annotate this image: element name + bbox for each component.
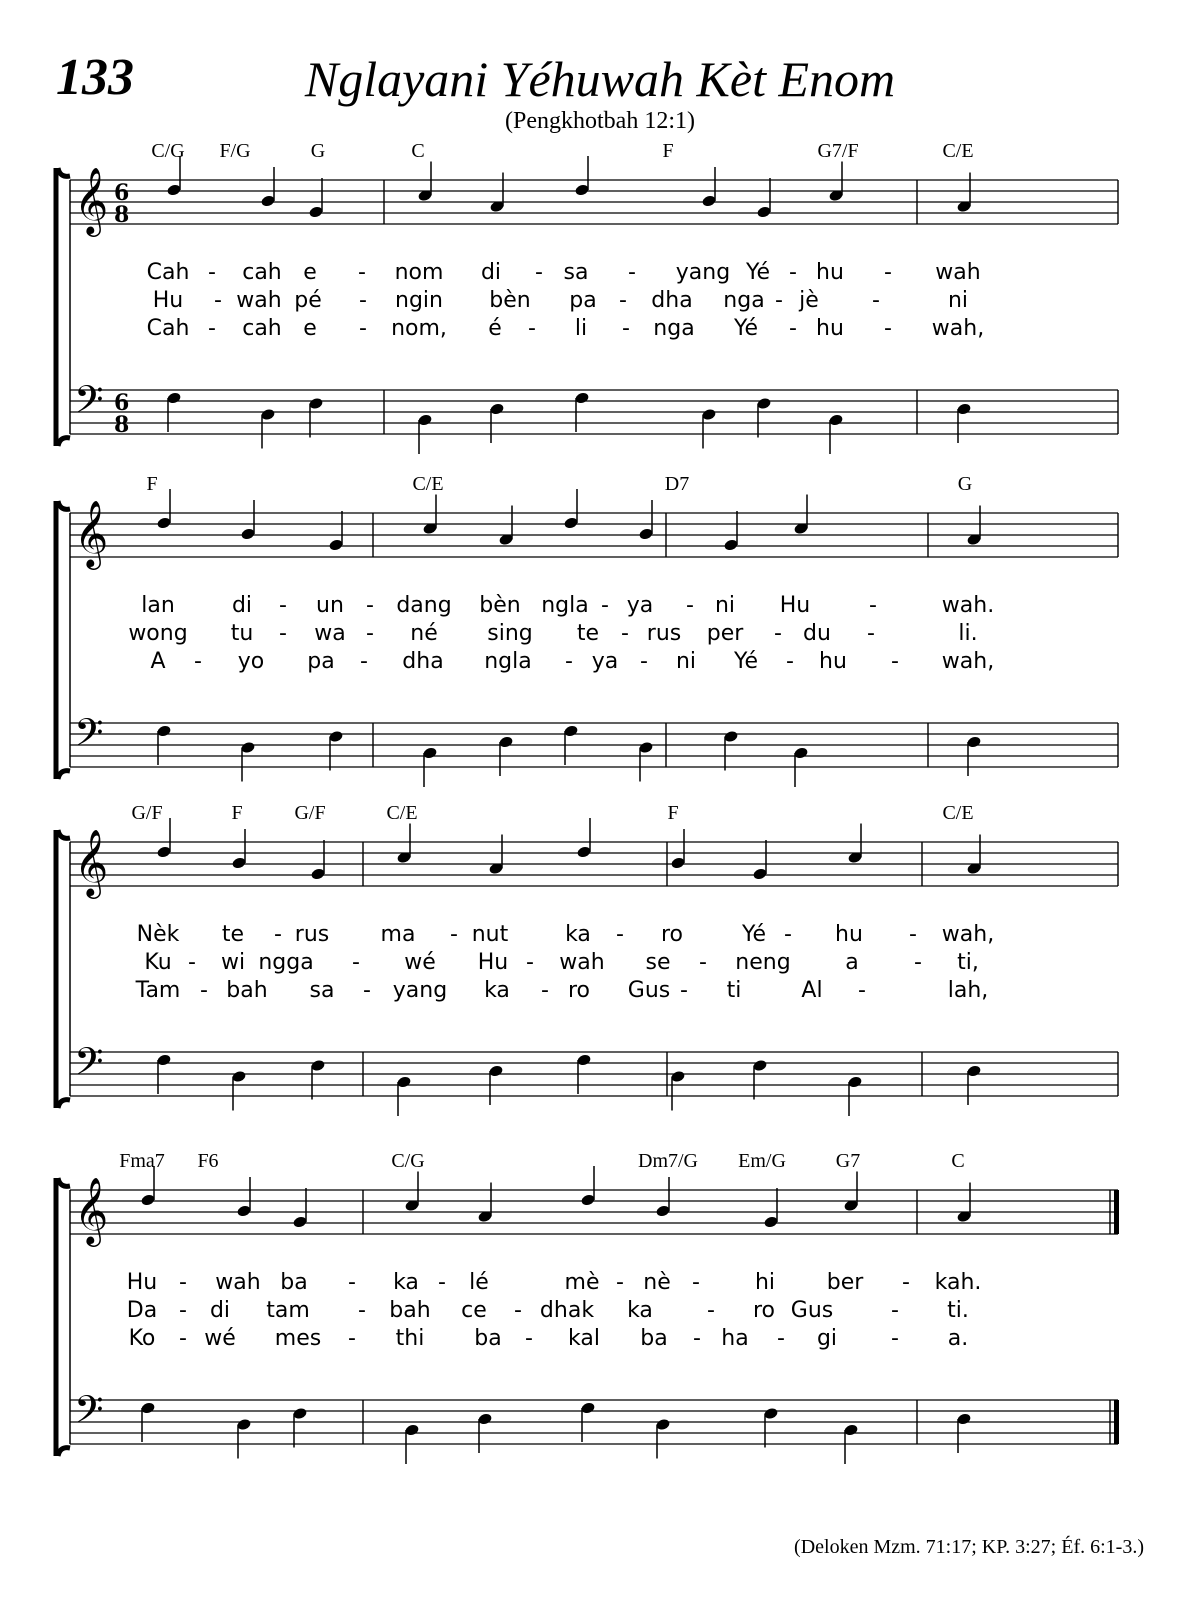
chord-symbol: C/G xyxy=(391,1150,425,1172)
bass-clef-icon: 𝄢 xyxy=(74,1387,104,1441)
lyric-hyphen: - xyxy=(914,950,922,975)
lyric-line-verse-3 xyxy=(0,316,1200,344)
lyric-syllable: ba xyxy=(280,1270,308,1295)
lyric-syllable: neng xyxy=(735,950,791,975)
lyric-syllable: cah xyxy=(242,316,282,341)
lyric-syllable: hu xyxy=(819,649,847,674)
lyric-hyphen: - xyxy=(352,950,360,975)
lyric-syllable: wong xyxy=(128,621,188,646)
lyric-hyphen: - xyxy=(891,1326,899,1351)
lyric-syllable: Hu xyxy=(779,593,811,618)
treble-staff xyxy=(70,513,1118,557)
lyric-hyphen: - xyxy=(884,260,892,285)
lyric-hyphen: - xyxy=(348,1326,356,1351)
lyric-hyphen: - xyxy=(526,950,534,975)
time-signature-bottom: 8 xyxy=(114,202,130,228)
lyric-syllable: lah, xyxy=(947,978,989,1003)
lyric-syllable: wah xyxy=(236,288,282,313)
lyric-syllable: dha xyxy=(402,649,444,674)
lyric-hyphen: - xyxy=(774,621,782,646)
lyric-hyphen: - xyxy=(348,1270,356,1295)
lyric-syllable: sa xyxy=(309,978,335,1003)
lyric-syllable: wi xyxy=(220,950,246,975)
lyric-syllable: bah xyxy=(226,978,268,1003)
lyric-syllable: pa xyxy=(307,649,335,674)
lyric-hyphen: - xyxy=(208,260,216,285)
bass-clef-icon: 𝄢 xyxy=(74,710,104,764)
lyric-syllable: wé xyxy=(404,950,436,975)
chord-symbol: F xyxy=(146,473,158,495)
chord-symbol: F/G xyxy=(219,140,251,162)
lyric-syllable: te xyxy=(576,621,600,646)
lyric-syllable: yang xyxy=(675,260,731,285)
music-system-1 xyxy=(0,140,1200,485)
treble-clef-icon: 𝄞 xyxy=(74,828,109,896)
lyrics xyxy=(0,260,1200,344)
lyric-syllable: nè xyxy=(643,1270,671,1295)
lyric-syllable: dang xyxy=(396,593,452,618)
lyric-syllable: ti, xyxy=(957,950,979,975)
music-system-2 xyxy=(0,473,1200,818)
lyric-syllable: nut xyxy=(471,922,509,947)
lyric-syllable: bah xyxy=(389,1298,431,1323)
lyric-syllable: sa xyxy=(563,260,589,285)
lyric-hyphen: - xyxy=(616,1270,624,1295)
lyric-hyphen: - xyxy=(789,316,797,341)
lyric-syllable: li xyxy=(574,316,588,341)
lyric-syllable: ngla xyxy=(484,649,532,674)
lyric-line-verse-2 xyxy=(0,621,1200,649)
lyric-hyphen: - xyxy=(528,316,536,341)
lyric-syllable: ni xyxy=(675,649,697,674)
chord-symbol: C/E xyxy=(386,802,418,824)
lyric-hyphen: - xyxy=(784,922,792,947)
lyric-syllable: kal xyxy=(568,1326,600,1351)
lyric-syllable: Tam xyxy=(135,978,181,1003)
lyric-syllable: Cah xyxy=(146,260,190,285)
lyric-syllable: Hu xyxy=(152,288,184,313)
hymn-number: 133 xyxy=(56,49,134,106)
treble-clef-icon: 𝄞 xyxy=(74,1176,109,1244)
chord-symbol: Em/G xyxy=(738,1150,786,1172)
lyric-hyphen: - xyxy=(450,922,458,947)
lyric-syllable: wah. xyxy=(941,593,995,618)
lyric-hyphen: - xyxy=(891,649,899,674)
lyric-hyphen: - xyxy=(363,978,371,1003)
lyrics xyxy=(0,1270,1200,1354)
lyric-hyphen: - xyxy=(680,978,688,1003)
lyric-syllable: ni xyxy=(947,288,969,313)
chord-symbol: C xyxy=(951,1150,965,1172)
lyric-syllable: rus xyxy=(646,621,682,646)
lyric-syllable: ngga xyxy=(258,950,314,975)
lyric-hyphen: - xyxy=(279,621,287,646)
chord-symbol: C/E xyxy=(412,473,444,495)
lyric-hyphen: - xyxy=(686,593,694,618)
lyric-hyphen: - xyxy=(359,288,367,313)
lyric-syllable: Al xyxy=(801,978,823,1003)
lyric-syllable: ba xyxy=(640,1326,668,1351)
lyric-hyphen: - xyxy=(358,260,366,285)
lyrics xyxy=(0,922,1200,1006)
lyric-hyphen: - xyxy=(188,950,196,975)
lyric-syllable: di xyxy=(209,1298,231,1323)
lyric-hyphen: - xyxy=(867,621,875,646)
lyric-syllable: ka xyxy=(393,1270,419,1295)
lyric-syllable: Ku xyxy=(144,950,172,975)
lyric-syllable: hi xyxy=(754,1270,776,1295)
lyric-hyphen: - xyxy=(616,922,624,947)
chord-symbol: C/E xyxy=(942,140,974,162)
lyric-hyphen: - xyxy=(858,978,866,1003)
lyric-line-verse-1 xyxy=(0,593,1200,621)
lyric-line-verse-2 xyxy=(0,950,1200,978)
lyric-hyphen: - xyxy=(565,649,573,674)
lyrics xyxy=(0,593,1200,677)
lyric-syllable: ro xyxy=(752,1298,776,1323)
lyric-syllable: e xyxy=(303,316,317,341)
lyric-hyphen: - xyxy=(869,593,877,618)
lyric-syllable: di xyxy=(480,260,502,285)
lyric-syllable: ni xyxy=(714,593,736,618)
lyric-syllable: Nèk xyxy=(136,922,180,947)
lyric-syllable: e xyxy=(303,260,317,285)
lyric-hyphen: - xyxy=(707,1298,715,1323)
lyric-syllable: nga xyxy=(653,316,695,341)
lyric-syllable: ya xyxy=(626,593,654,618)
final-barline-thick xyxy=(1114,1400,1119,1444)
chord-symbol: D7 xyxy=(664,473,690,495)
lyric-syllable: Ko xyxy=(128,1326,156,1351)
lyric-hyphen: - xyxy=(359,316,367,341)
footer-references: (Deloken Mzm. 71:17; KP. 3:27; Éf. 6:1-3.) xyxy=(794,1536,1144,1558)
lyric-syllable: A xyxy=(150,649,166,674)
lyric-syllable: tu xyxy=(230,621,254,646)
lyric-hyphen: - xyxy=(789,260,797,285)
lyric-syllable: Yé xyxy=(745,260,771,285)
lyric-hyphen: - xyxy=(208,316,216,341)
lyric-syllable: jè xyxy=(799,288,819,313)
lyric-hyphen: - xyxy=(628,260,636,285)
lyric-hyphen: - xyxy=(438,1270,446,1295)
lyric-syllable: ber xyxy=(826,1270,864,1295)
chord-symbol: G7/F xyxy=(817,140,859,162)
lyric-hyphen: - xyxy=(872,288,880,313)
lyric-hyphen: - xyxy=(366,621,374,646)
lyric-syllable: hu xyxy=(835,922,863,947)
lyric-syllable: Yé xyxy=(741,922,767,947)
lyric-syllable: a xyxy=(845,950,859,975)
lyric-hyphen: - xyxy=(279,593,287,618)
lyric-hyphen: - xyxy=(621,621,629,646)
lyric-syllable: ka xyxy=(565,922,591,947)
lyric-syllable: di xyxy=(231,593,253,618)
lyric-hyphen: - xyxy=(194,649,202,674)
bass-clef-icon: 𝄢 xyxy=(74,1039,104,1093)
scripture-reference: (Pengkhotbah 12:1) xyxy=(505,108,695,134)
lyric-syllable: wah xyxy=(935,260,981,285)
chord-symbol: G/F xyxy=(131,802,163,824)
chord-symbol: F6 xyxy=(197,1150,219,1172)
lyric-hyphen: - xyxy=(366,593,374,618)
lyric-syllable: dha xyxy=(651,288,693,313)
lyric-syllable: per xyxy=(706,621,744,646)
lyric-syllable: wah xyxy=(215,1270,261,1295)
lyric-line-verse-1 xyxy=(0,260,1200,288)
lyric-syllable: se xyxy=(645,950,671,975)
hymn-title: Nglayani Yéhuwah Kèt Enom xyxy=(304,51,896,107)
lyric-syllable: ro xyxy=(567,978,591,1003)
lyric-syllable: ti xyxy=(726,978,742,1003)
lyric-syllable: tam xyxy=(266,1298,310,1323)
lyric-syllable: wé xyxy=(204,1326,236,1351)
lyric-syllable: ngla xyxy=(541,593,589,618)
lyric-syllable: li. xyxy=(958,621,978,646)
chord-symbol: F xyxy=(231,802,243,824)
lyric-syllable: Hu xyxy=(126,1270,158,1295)
lyric-syllable: a. xyxy=(947,1326,969,1351)
lyric-line-verse-1 xyxy=(0,1270,1200,1298)
chord-symbol: G xyxy=(957,473,973,495)
lyric-syllable: yo xyxy=(237,649,265,674)
lyric-syllable: un xyxy=(316,593,344,618)
chord-symbol: Fma7 xyxy=(119,1150,165,1172)
lyric-hyphen: - xyxy=(358,1298,366,1323)
chord-symbol: C xyxy=(411,140,425,162)
treble-staff xyxy=(70,180,1118,224)
lyric-hyphen: - xyxy=(693,1326,701,1351)
lyric-hyphen: - xyxy=(535,260,543,285)
chord-symbol: G xyxy=(310,140,326,162)
lyric-syllable: lan xyxy=(141,593,175,618)
lyric-syllable: Gus xyxy=(790,1298,834,1323)
treble-clef-icon: 𝄞 xyxy=(74,166,109,234)
lyric-syllable: Hu xyxy=(477,950,509,975)
chord-symbol: C/E xyxy=(942,802,974,824)
chord-symbol: F xyxy=(667,802,679,824)
lyric-line-verse-3 xyxy=(0,978,1200,1006)
time-signature-top: 6 xyxy=(114,390,130,416)
lyric-syllable: ka xyxy=(627,1298,653,1323)
lyric-syllable: bèn xyxy=(479,593,521,618)
lyric-syllable: gi xyxy=(816,1326,838,1351)
lyric-syllable: wah, xyxy=(941,922,995,947)
music-system-4 xyxy=(0,1150,1200,1495)
lyric-hyphen: - xyxy=(902,1270,910,1295)
lyric-hyphen: - xyxy=(274,922,282,947)
lyric-hyphen: - xyxy=(525,1326,533,1351)
bass-staff xyxy=(70,1052,1118,1096)
lyric-syllable: rus xyxy=(294,922,330,947)
lyric-syllable: kah. xyxy=(934,1270,982,1295)
lyric-syllable: wah, xyxy=(931,316,985,341)
lyric-syllable: yang xyxy=(392,978,448,1003)
lyric-syllable: cah xyxy=(242,260,282,285)
lyric-syllable: ha xyxy=(721,1326,749,1351)
time-signature-bottom: 8 xyxy=(114,412,130,438)
lyric-syllable: wah, xyxy=(941,649,995,674)
lyric-syllable: é xyxy=(488,316,502,341)
lyric-syllable: nom xyxy=(394,260,444,285)
lyric-hyphen: - xyxy=(622,316,630,341)
lyric-syllable: lé xyxy=(469,1270,489,1295)
chord-symbol: G7 xyxy=(835,1150,861,1172)
lyric-syllable: Gus xyxy=(627,978,671,1003)
lyric-hyphen: - xyxy=(179,1298,187,1323)
bass-clef-icon: 𝄢 xyxy=(74,377,104,431)
lyric-syllable: ba xyxy=(474,1326,502,1351)
lyric-syllable: wa xyxy=(314,621,346,646)
lyric-line-verse-1 xyxy=(0,922,1200,950)
lyric-line-verse-3 xyxy=(0,1326,1200,1354)
lyric-hyphen: - xyxy=(775,288,783,313)
lyric-hyphen: - xyxy=(777,1326,785,1351)
treble-staff xyxy=(70,842,1118,886)
lyric-syllable: nom, xyxy=(391,316,447,341)
lyric-line-verse-3 xyxy=(0,649,1200,677)
lyric-hyphen: - xyxy=(619,288,627,313)
lyric-syllable: ce xyxy=(461,1298,487,1323)
lyric-hyphen: - xyxy=(179,1326,187,1351)
lyric-hyphen: - xyxy=(699,950,707,975)
lyric-syllable: bèn xyxy=(489,288,531,313)
lyric-syllable: du xyxy=(803,621,831,646)
lyric-syllable: ma xyxy=(380,922,416,947)
lyric-syllable: Da xyxy=(126,1298,158,1323)
lyric-syllable: pa xyxy=(569,288,597,313)
bass-staff xyxy=(70,723,1118,767)
chord-symbol: C/G xyxy=(151,140,185,162)
lyric-hyphen: - xyxy=(179,1270,187,1295)
lyric-hyphen: - xyxy=(891,1298,899,1323)
lyric-line-verse-2 xyxy=(0,1298,1200,1326)
lyric-hyphen: - xyxy=(692,1270,700,1295)
lyric-syllable: ka xyxy=(484,978,510,1003)
lyric-hyphen: - xyxy=(514,1298,522,1323)
lyric-hyphen: - xyxy=(640,649,648,674)
lyric-syllable: Cah xyxy=(146,316,190,341)
chord-symbol: G/F xyxy=(294,802,326,824)
lyric-hyphen: - xyxy=(909,922,917,947)
lyric-syllable: te xyxy=(221,922,245,947)
lyric-syllable: hu xyxy=(816,260,844,285)
lyric-syllable: pé xyxy=(294,288,322,313)
chord-symbol: Dm7/G xyxy=(638,1150,698,1172)
lyric-syllable: sing xyxy=(487,621,533,646)
final-barline-thick xyxy=(1114,1190,1119,1234)
lyric-syllable: mè xyxy=(564,1270,600,1295)
lyric-syllable: ngin xyxy=(395,288,443,313)
lyric-syllable: ya xyxy=(591,649,619,674)
time-signature-top: 6 xyxy=(114,180,130,206)
lyric-syllable: Yé xyxy=(733,316,759,341)
chord-symbol: F xyxy=(662,140,674,162)
lyric-syllable: hu xyxy=(816,316,844,341)
lyric-syllable: Yé xyxy=(733,649,759,674)
lyric-hyphen: - xyxy=(360,649,368,674)
lyric-hyphen: - xyxy=(214,288,222,313)
treble-clef-icon: 𝄞 xyxy=(74,499,109,567)
lyric-hyphen: - xyxy=(541,978,549,1003)
lyric-syllable: dhak xyxy=(539,1298,595,1323)
music-system-3 xyxy=(0,802,1200,1147)
lyric-syllable: wah xyxy=(559,950,605,975)
lyric-syllable: né xyxy=(410,621,438,646)
lyric-hyphen: - xyxy=(200,978,208,1003)
lyric-hyphen: - xyxy=(786,649,794,674)
lyric-hyphen: - xyxy=(884,316,892,341)
lyric-hyphen: - xyxy=(601,593,609,618)
lyric-syllable: ti. xyxy=(947,1298,969,1323)
lyric-line-verse-2 xyxy=(0,288,1200,316)
lyric-syllable: thi xyxy=(395,1326,425,1351)
lyric-syllable: ro xyxy=(660,922,684,947)
lyric-syllable: nga xyxy=(723,288,765,313)
lyric-syllable: mes xyxy=(274,1326,322,1351)
